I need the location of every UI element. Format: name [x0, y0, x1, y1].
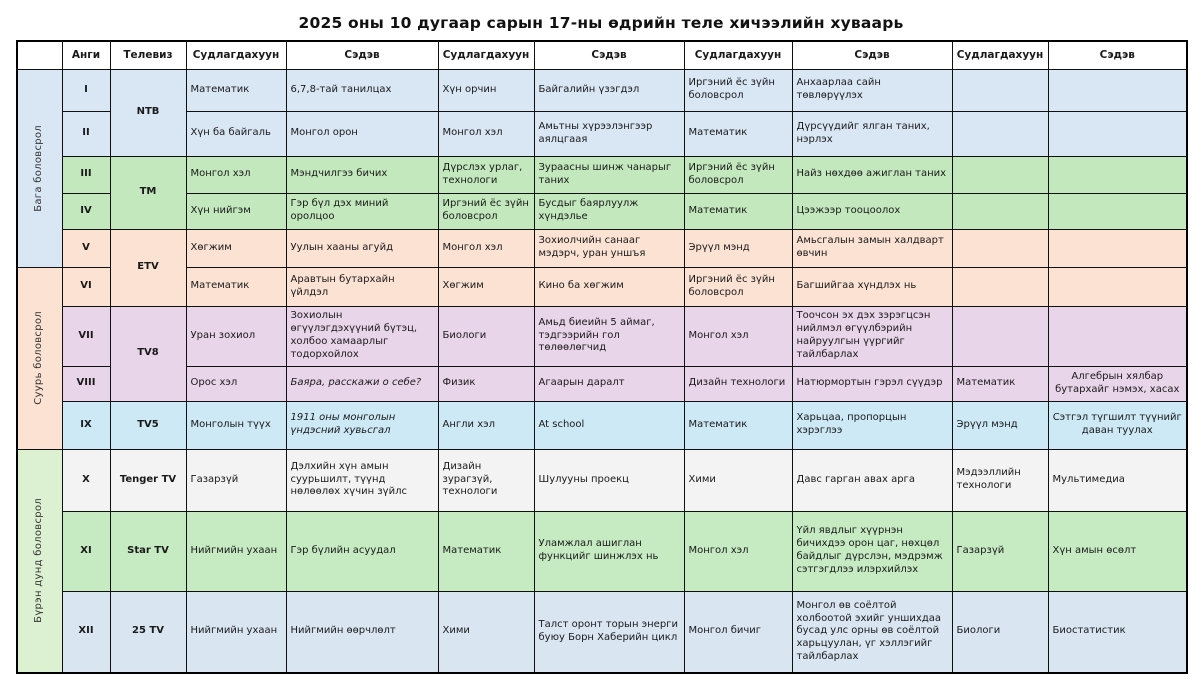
- grade-cell: IV: [62, 193, 110, 229]
- subject-cell: Монгол бичиг: [684, 591, 792, 673]
- subject-cell: Физик: [438, 366, 534, 401]
- header-cell: Телевиз: [110, 41, 186, 69]
- table-row: [17, 229, 1187, 267]
- page-title: 2025 оны 10 дугаар сарын 17-ны өдрийн теле хичээлийн хуваарь: [298, 14, 904, 32]
- table-row: [17, 591, 1187, 673]
- subject-cell: Иргэний ёс зүйн боловсрол: [438, 193, 534, 229]
- table-row: [17, 366, 1187, 401]
- topic-cell: [1048, 156, 1187, 193]
- section-label: [17, 449, 62, 673]
- topic-cell: Давс гарган авах арга: [792, 449, 952, 511]
- topic-cell: [1048, 306, 1187, 366]
- grade-cell: III: [62, 156, 110, 193]
- table-row: [17, 401, 1187, 449]
- header-cell: Судлагдахуун: [952, 41, 1048, 69]
- channel-cell: Star TV: [110, 511, 186, 591]
- topic-cell: Монгол орон: [286, 111, 438, 156]
- topic-cell: Анхаарлаа сайн төвлөрүүлэх: [792, 69, 952, 111]
- topic-cell: Амьтны хүрээлэнгээр аялцгаая: [534, 111, 684, 156]
- subject-cell: Хөгжим: [438, 267, 534, 306]
- subject-cell: Монгол хэл: [684, 511, 792, 591]
- topic-cell: Зураасны шинж чанарыг таних: [534, 156, 684, 193]
- topic-cell: Зохиолын өгүүлэгдэхүүний бүтэц, холбоо хамаарлыг тодорхойлох: [286, 306, 438, 366]
- grade-cell: X: [62, 449, 110, 511]
- topic-cell: Нийгмийн өөрчлөлт: [286, 591, 438, 673]
- topic-cell: Аравтын бутархайн үйлдэл: [286, 267, 438, 306]
- header-cell: Сэдэв: [286, 41, 438, 69]
- topic-cell: At school: [534, 401, 684, 449]
- topic-cell: Шулууны проекц: [534, 449, 684, 511]
- subject-cell: [952, 111, 1048, 156]
- subject-cell: Газарзүй: [952, 511, 1048, 591]
- subject-cell: Иргэний ёс зүйн боловсрол: [684, 156, 792, 193]
- topic-cell: Амьсгалын замын халдварт өвчин: [792, 229, 952, 267]
- topic-cell: Кино ба хөгжим: [534, 267, 684, 306]
- subject-cell: Математик: [684, 111, 792, 156]
- subject-cell: Уран зохиол: [186, 306, 286, 366]
- topic-cell: Баяра, расскажи о себе?: [286, 366, 438, 401]
- subject-cell: Монгол хэл: [438, 111, 534, 156]
- header-cell: Сэдэв: [1048, 41, 1187, 69]
- topic-cell: Алгебрын хялбар бутархайг нэмэх, хасах: [1048, 366, 1187, 401]
- topic-cell: Дэлхийн хүн амын суурьшилт, түүнд нөлөөлөх хүчин зүйлс: [286, 449, 438, 511]
- subject-cell: [952, 69, 1048, 111]
- corner-cell: [17, 41, 62, 69]
- schedule-table: [16, 40, 1188, 674]
- topic-cell: Мультимедиа: [1048, 449, 1187, 511]
- subject-cell: Газарзүй: [186, 449, 286, 511]
- subject-cell: [952, 156, 1048, 193]
- table-row: [17, 511, 1187, 591]
- grade-cell: IX: [62, 401, 110, 449]
- section-label: [17, 69, 62, 267]
- grade-cell: VI: [62, 267, 110, 306]
- subject-cell: Хими: [684, 449, 792, 511]
- topic-cell: Монгол өв соёлтой холбоотой эхийг уншихдаа бусад улс орны өв соёлтой харьцуулан, үг хэллэгийг тайлбарлах: [792, 591, 952, 673]
- topic-cell: Натюрмортын гэрэл сүүдэр: [792, 366, 952, 401]
- subject-cell: Монгол хэл: [684, 306, 792, 366]
- channel-cell: NTB: [110, 69, 186, 156]
- subject-cell: Орос хэл: [186, 366, 286, 401]
- header-cell: Судлагдахуун: [684, 41, 792, 69]
- channel-cell: TM: [110, 156, 186, 229]
- topic-cell: Үйл явдлыг хүүрнэн бичихдээ орон цаг, нөхцөл байдлыг дүрслэн, мэдрэмж сэтгэгдлээ илэрхийлэх: [792, 511, 952, 591]
- subject-cell: Дүрслэх урлаг, технологи: [438, 156, 534, 193]
- header-cell: Судлагдахуун: [186, 41, 286, 69]
- subject-cell: Нийгмийн ухаан: [186, 511, 286, 591]
- grade-cell: VIII: [62, 366, 110, 401]
- table-body: [17, 69, 1187, 673]
- grade-cell: XII: [62, 591, 110, 673]
- subject-cell: Монгол хэл: [438, 229, 534, 267]
- topic-cell: Биостатистик: [1048, 591, 1187, 673]
- channel-cell: ETV: [110, 229, 186, 306]
- subject-cell: Математик: [186, 69, 286, 111]
- section-label: [17, 267, 62, 449]
- topic-cell: Цээжээр тооцоолох: [792, 193, 952, 229]
- table-row: [17, 449, 1187, 511]
- subject-cell: Нийгмийн ухаан: [186, 591, 286, 673]
- topic-cell: [1048, 111, 1187, 156]
- header-cell: Сэдэв: [534, 41, 684, 69]
- subject-cell: Биологи: [438, 306, 534, 366]
- topic-cell: Найз нөхдөө ажиглан таних: [792, 156, 952, 193]
- topic-cell: [1048, 267, 1187, 306]
- subject-cell: Эрүүл мэнд: [684, 229, 792, 267]
- grade-cell: I: [62, 69, 110, 111]
- subject-cell: Англи хэл: [438, 401, 534, 449]
- subject-cell: [952, 193, 1048, 229]
- subject-cell: Хүн ба байгаль: [186, 111, 286, 156]
- subject-cell: Математик: [186, 267, 286, 306]
- topic-cell: Сэтгэл түгшилт түүнийг даван туулах: [1048, 401, 1187, 449]
- topic-cell: 6,7,8-тай танилцах: [286, 69, 438, 111]
- subject-cell: Иргэний ёс зүйн боловсрол: [684, 267, 792, 306]
- table-header: [17, 41, 1187, 69]
- subject-cell: Мэдээллийн технологи: [952, 449, 1048, 511]
- grade-cell: XI: [62, 511, 110, 591]
- grade-cell: VII: [62, 306, 110, 366]
- table-row: [17, 156, 1187, 193]
- topic-cell: Зохиолчийн санааг мэдэрч, уран уншъя: [534, 229, 684, 267]
- section-label-text: Бүрэн дунд боловсрол: [33, 498, 45, 624]
- topic-cell: Уламжлал ашиглан функцийг шинжлэх нь: [534, 511, 684, 591]
- section-label-text: Суурь боловсрол: [33, 311, 45, 405]
- table-row: [17, 306, 1187, 366]
- table-row: [17, 193, 1187, 229]
- subject-cell: [952, 267, 1048, 306]
- subject-cell: Хөгжим: [186, 229, 286, 267]
- channel-cell: Tenger TV: [110, 449, 186, 511]
- subject-cell: Хими: [438, 591, 534, 673]
- topic-cell: Хүн амын өсөлт: [1048, 511, 1187, 591]
- topic-cell: 1911 оны монголын үндэсний хувьсгал: [286, 401, 438, 449]
- subject-cell: Математик: [684, 193, 792, 229]
- header-cell: Анги: [62, 41, 110, 69]
- section-label-text: Бага боловсрол: [33, 124, 45, 212]
- grade-cell: V: [62, 229, 110, 267]
- subject-cell: Математик: [952, 366, 1048, 401]
- subject-cell: Монгол хэл: [186, 156, 286, 193]
- channel-cell: 25 TV: [110, 591, 186, 673]
- topic-cell: Амьд биеийн 5 аймаг, тэдгээрийн гол төлөөлөгчид: [534, 306, 684, 366]
- grade-cell: II: [62, 111, 110, 156]
- header-cell: Сэдэв: [792, 41, 952, 69]
- topic-cell: Харьцаа, пропорцын хэрэглээ: [792, 401, 952, 449]
- subject-cell: Хүн орчин: [438, 69, 534, 111]
- subject-cell: Биологи: [952, 591, 1048, 673]
- subject-cell: Математик: [438, 511, 534, 591]
- topic-cell: Тоочсон эх дэх зэрэгцсэн нийлмэл өгүүлбэрийн найруулгын үүргийг тайлбарлах: [792, 306, 952, 366]
- table-row: [17, 267, 1187, 306]
- channel-cell: TV8: [110, 306, 186, 401]
- topic-cell: Гэр бүл дэх миний оролцоо: [286, 193, 438, 229]
- topic-cell: Бусдыг баярлуулж хүндэлье: [534, 193, 684, 229]
- topic-cell: Байгалийн үзэгдэл: [534, 69, 684, 111]
- subject-cell: Монголын түүх: [186, 401, 286, 449]
- subject-cell: Иргэний ёс зүйн боловсрол: [684, 69, 792, 111]
- topic-cell: Мэндчилгээ бичих: [286, 156, 438, 193]
- topic-cell: Уулын хааны агуйд: [286, 229, 438, 267]
- topic-cell: Дүрсүүдийг ялган таних, нэрлэх: [792, 111, 952, 156]
- topic-cell: Гэр бүлийн асуудал: [286, 511, 438, 591]
- header-cell: Судлагдахуун: [438, 41, 534, 69]
- subject-cell: [952, 229, 1048, 267]
- table-row: [17, 69, 1187, 111]
- topic-cell: [1048, 69, 1187, 111]
- subject-cell: Эрүүл мэнд: [952, 401, 1048, 449]
- topic-cell: [1048, 229, 1187, 267]
- subject-cell: Математик: [684, 401, 792, 449]
- table-row: [17, 111, 1187, 156]
- topic-cell: [1048, 193, 1187, 229]
- subject-cell: Дизайн зурагзүй, технологи: [438, 449, 534, 511]
- topic-cell: Талст оронт торын энерги буюу Борн Хаберийн цикл: [534, 591, 684, 673]
- channel-cell: TV5: [110, 401, 186, 449]
- topic-cell: Багшийгаа хүндлэх нь: [792, 267, 952, 306]
- subject-cell: Хүн нийгэм: [186, 193, 286, 229]
- subject-cell: Дизайн технологи: [684, 366, 792, 401]
- subject-cell: [952, 306, 1048, 366]
- topic-cell: Агаарын даралт: [534, 366, 684, 401]
